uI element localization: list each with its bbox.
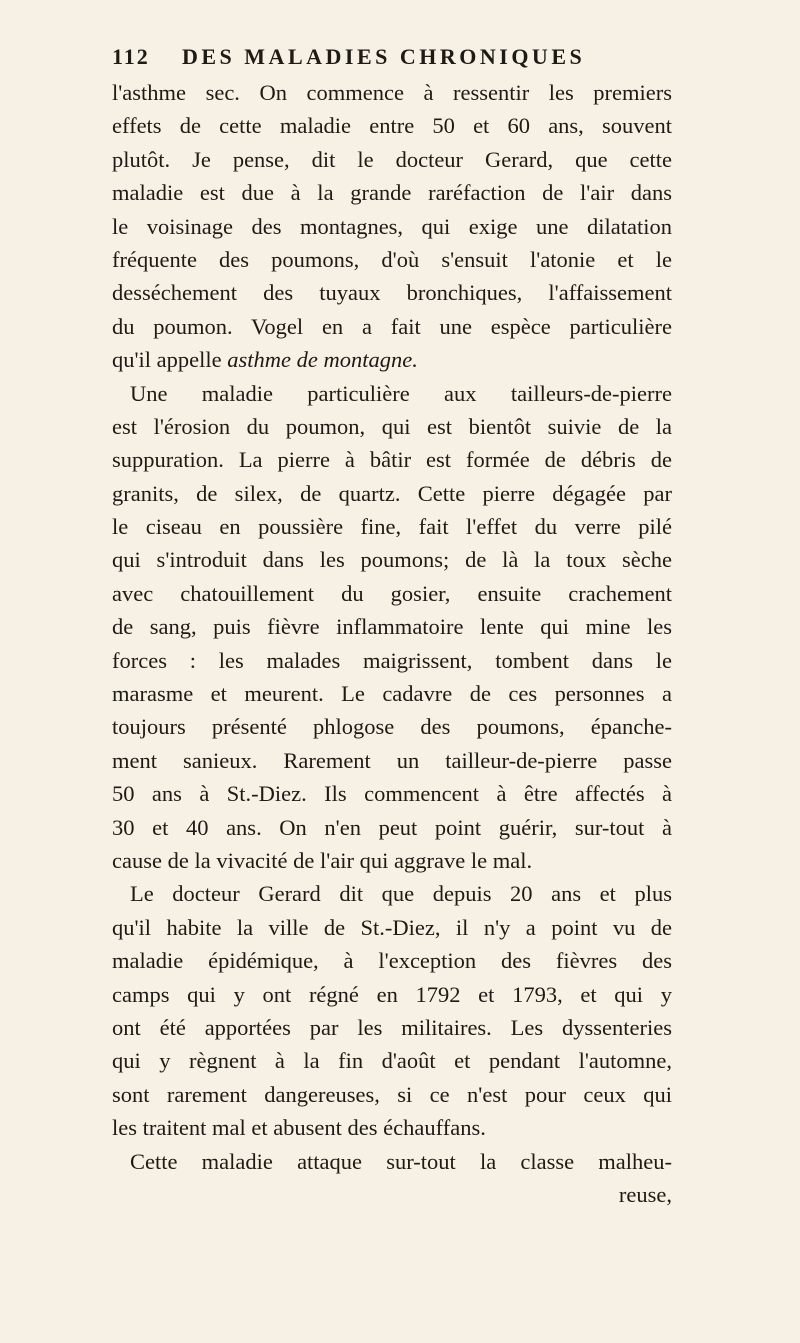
text-line: qu'il habite la ville de St.-Diez, il n'y a point vu de — [112, 914, 672, 940]
text-line: suppuration. La pierre à bâtir est formée de débris de — [112, 447, 672, 473]
text-line: sont rarement dangereuses, si ce n'est pour ceux qui — [112, 1081, 672, 1107]
text-line: l'asthme sec. On commence à ressentir les premiers — [112, 80, 672, 105]
text-line: du poumon. Vogel en a fait une espèce particulière — [112, 313, 672, 339]
text-line: Le docteur Gerard dit que depuis 20 ans et plus — [130, 881, 672, 907]
page-number: 112 — [112, 44, 150, 69]
body-text — [112, 76, 672, 1211]
text-line: effets de cette maladie entre 50 et 60 ans, souvent — [112, 113, 672, 139]
text-line: 30 et 40 ans. On n'en peut point guérir, sur-tout à — [112, 814, 672, 840]
text-line: forces : les malades maigrissent, tombent dans le — [112, 647, 672, 673]
running-head: DES MALADIES CHRONIQUES — [182, 44, 586, 69]
text-line: le voisinage des montagnes, qui exige une dilatation — [112, 213, 672, 239]
text-line: de sang, puis fièvre inflammatoire lente qui mine les — [112, 614, 672, 640]
text-line: qui s'introduit dans les poumons; de là la toux sèche — [112, 547, 672, 573]
text-line: avec chatouillement du gosier, ensuite crachement — [112, 580, 672, 606]
catchword: reuse, — [618, 1181, 672, 1207]
text-line: 50 ans à St.-Diez. Ils commencent à être affectés à — [112, 781, 672, 807]
text-line: toujours présenté phlogose des poumons, épanche- — [112, 714, 672, 740]
text-line: plutôt. Je pense, dit le docteur Gerard, que cette — [112, 146, 672, 172]
text-line — [112, 343, 672, 376]
text-line: marasme et meurent. Le cadavre de ces personnes a — [112, 681, 672, 707]
text-line: ont été apportées par les militaires. Les dyssenteries — [112, 1014, 672, 1040]
text-line: Une maladie particulière aux tailleurs-de-pierre — [130, 380, 672, 406]
text-line: qui y règnent à la fin d'août et pendant l'automne, — [112, 1048, 672, 1074]
text-fragment: qu'il appelle — [112, 347, 228, 373]
text-line: granits, de silex, de quartz. Cette pierre dégagée par — [112, 480, 672, 506]
text-line: cause de la vivacité de l'air qui aggrave le mal. — [112, 847, 533, 873]
text-line: est l'érosion du poumon, qui est bientôt suivie de la — [112, 413, 672, 439]
text-line: camps qui y ont régné en 1792 et 1793, et qui y — [112, 981, 672, 1007]
text-line: desséchement des tuyaux bronchiques, l'affaissement — [112, 280, 672, 306]
text-line: les traitent mal et abusent des échauffans. — [112, 1115, 486, 1141]
text-line: Cette maladie attaque sur-tout la classe malheu- — [130, 1148, 672, 1174]
text-line: fréquente des poumons, d'où s'ensuit l'atonie et le — [112, 246, 672, 272]
italic-term: asthme de montagne. — [227, 347, 418, 373]
text-line: le ciseau en poussière fine, fait l'effet du verre pilé — [112, 514, 672, 540]
text-line: maladie est due à la grande raréfaction de l'air dans — [112, 180, 672, 206]
text-line: maladie épidémique, à l'exception des fièvres des — [112, 948, 672, 974]
text-line: ment sanieux. Rarement un tailleur-de-pierre passe — [112, 747, 672, 773]
